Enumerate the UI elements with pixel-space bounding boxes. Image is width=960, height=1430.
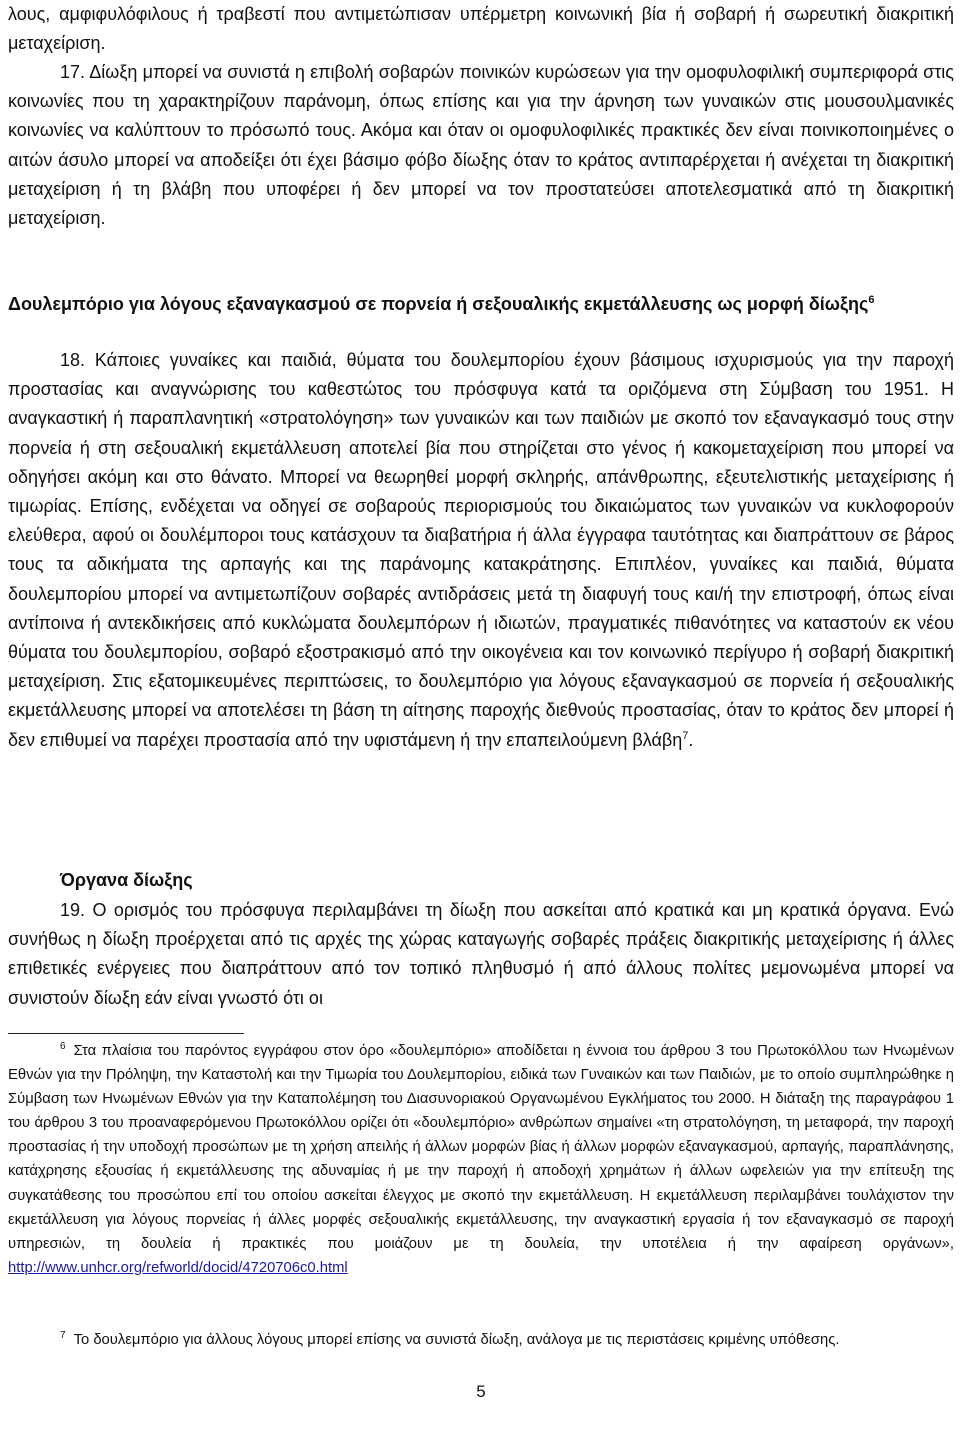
paragraph-18: [8, 346, 954, 755]
page-number: 5: [476, 1382, 486, 1401]
paragraph-19: 19. Ο ορισμός του πρόσφυγα περιλαμβάνει τη δίωξη που ασκείται από κρατικά και μη κρατικά όργανα. Ενώ συνήθως η δίωξη προέρχεται από τις αρχές της χώρας καταγωγής σοβαρές πράξεις διακριτικής μεταχείρισης ή άλλες επιθετικές ενέργειες που διαπράττουν από τον τοπικό πληθυσμό ή από άλλους πολίτες μεμονωμένα μπορεί να συνιστούν δίωξη εάν είναι γνωστό ότι οι: [8, 900, 954, 1008]
footnote-6-number: 6: [60, 1041, 66, 1053]
paragraph-18-text: 18. Κάποιες γυναίκες και παιδιά, θύματα του δουλεμπορίου έχουν βάσιμους ισχυρισμούς για την παροχή προστασίας και αναγνώρισης του καθεστώτος του πρόσφυγα κατά τα οριζόμενα στη Σύμβαση του 1951. Η αναγκαστική ή παραπλανητική «στρατολόγηση» των γυναικών και των παιδιών με σκοπό τον εξαναγκασμό τους στην πορνεία ή στη σεξουαλική εκμετάλλευση αποτελεί βία που στηρίζεται στο γένος ή κακομεταχείριση που μπορεί να οδηγήσει ακόμη και στο θάνατο. Μπορεί να θεωρηθεί μορφή σκληρής, απάνθρωπης, εξευτελιστικής μεταχείρισης ή τιμωρίας. Επίσης, ενδέχεται να οδηγεί σε σοβαρούς περιορισμούς του δικαιώματος των γυναικών να κυκλοφορούν ελεύθερα, αφού οι δουλέμποροι τους κατάσχουν τα διαβατήρια ή άλλα έγγραφα ταυτότητας και διαπράττουν σε βάρος τους τα αδικήματα της αρπαγής και της παράνομης κατακράτησης. Επιπλέον, γυναίκες και παιδιά, θύματα δουλεμπορίου μπορεί να αντιμετωπίζουν σοβαρές αντιδράσεις μετά τη διαφυγή τους και/ή την επιστροφή, όπως είναι αντίποινα ή αντεκδικήσεις από κυκλώματα δουλεμπόρων ή ιδιωτών, πραγματικές πιθανότητες να καταστούν εκ νέου θύματα του δουλεμπορίου, σοβαρό εξοστρακισμό από την οικογένεια και τον κοινωνικό περίγυρο ή σοβαρή διακριτική μεταχείριση. Στις εξατομικευμένες περιπτώσεις, το δουλεμπόριο για λόγους εξαναγκασμού σε πορνεία ή σεξουαλικής εκμετάλλευσης μπορεί να αποτελέσει τη βάση τη αίτησης παροχής διεθνούς προστασίας, όταν το κράτος δεν μπορεί ή δεν επιθυμεί να παρέχει προστασία από την υφιστάμενη ή την επαπειλούμενη βλάβη: [8, 350, 954, 750]
paragraph-17: 17. Δίωξη μπορεί να συνιστά η επιβολή σοβαρών ποινικών κυρώσεων για την ομοφυλοφιλική συμπεριφορά στις κοινωνίες που τη χαρακτηρίζουν παράνομη, όπως επίσης και για την άρνηση των γυναικών στις μουσουλμανικές κοινωνίες να καλύπτουν το πρόσωπό τους. Ακόμα και όταν οι ομοφυλοφιλικές πρακτικές δεν είναι ποινικοποιημένες ο αιτών άσυλο μπορεί να αποδείξει ότι έχει βάσιμο φόβο δίωξης όταν το κράτος αντιπαρέρχεται ή ανέχεται τη διακριτική μεταχείριση ή τη βλάβη που υποφέρει ή δεν μπορεί να τον προστατεύσει αποτελεσματικά από τη διακριτική μεταχείριση.: [8, 62, 954, 229]
footnote-7-text: Το δουλεμπόριο για άλλους λόγους μπορεί επίσης να συνιστά δίωξη, ανάλογα με τις περιστάσεις κριμένης υπόθεσης.: [73, 1332, 840, 1348]
footnote-ref-6[interactable]: 6: [868, 294, 875, 306]
footnote-6-link[interactable]: http://www.unhcr.org/refworld/docid/4720706c0.html: [8, 1259, 348, 1276]
footnote-6-text: Στα πλαίσια του παρόντος εγγράφου στον όρο «δουλεμπόριο» αποδίδεται η έννοια του άρθρου 3 του Πρωτοκόλλου των Ηνωμένων Εθνών για την Πρόληψη, την Καταστολή και την Τιμωρία του Δουλεμπορίου, ειδικά των Γυναικών και των Παιδιών, με το οποίο συμπληρώθηκε η Σύμβαση των Ηνωμένων Εθνών για την Καταπολέμηση του Διασυνοριακού Οργανωμένου Εγκλήματος του 2000. Η διάταξη της παραγράφου 1 του άρθρου 3 του προαναφερόμενου Πρωτοκόλλου ορίζει ότι «δουλεμπόριο» ανθρώπων σημαίνει «τη στρατολόγηση, τη μεταφορά, την παροχή προστασίας ή την υποδοχή προσώπων με τη χρήση απειλής ή άλλων μορφών βίας ή άλλων μορφών εξαναγκασμού, αρπαγής, παραπλάνησης, κατάχρησης εξουσίας ή εκμετάλλευσης της αδυναμίας ή με την παροχή ή αποδοχή χρημάτων ή άλλων ωφελειών για την επίτευξη της συγκατάθεσης του προσώπου επί του οποίου ασκείται έλεγχος με σκοπό την εκμετάλλευση. Η εκμετάλλευση περιλαμβάνει τουλάχιστον την εκμετάλλευση για λόγους πορνείας ή άλλες μορφές σεξουαλικής εκμετάλλευσης, την αναγκαστική εργασία ή τον εξαναγκασμό σε παροχή υπηρεσιών, τη δουλεία ή πρακτικές που μοιάζουν με τη δουλεία, την υποτέλεια ή την αφαίρεση οργάνων»,: [8, 1043, 954, 1252]
section-heading-trafficking: [8, 290, 954, 319]
section-heading-agents: Όργανα δίωξης: [60, 870, 193, 890]
footnote-7: [8, 1328, 954, 1352]
paragraph-18-end: .: [688, 729, 694, 750]
footnote-6: [8, 1039, 954, 1280]
footnote-separator: [8, 1033, 244, 1034]
footnote-7-number: 7: [60, 1330, 66, 1342]
document-page: [8, 0, 954, 1430]
intro-paragraph: λους, αμφιφυλόφιλους ή τραβεστί που αντιμετώπισαν υπέρμετρη κοινωνική βία ή σοβαρή ή σωρευτική διακριτική μεταχείριση.: [8, 4, 954, 54]
footnote-ref-7[interactable]: 7: [682, 729, 689, 742]
heading-trafficking-text: Δουλεμπόριο για λόγους εξαναγκασμού σε πορνεία ή σεξουαλικής εκμετάλλευσης ως μορφή δίωξης: [8, 294, 869, 314]
